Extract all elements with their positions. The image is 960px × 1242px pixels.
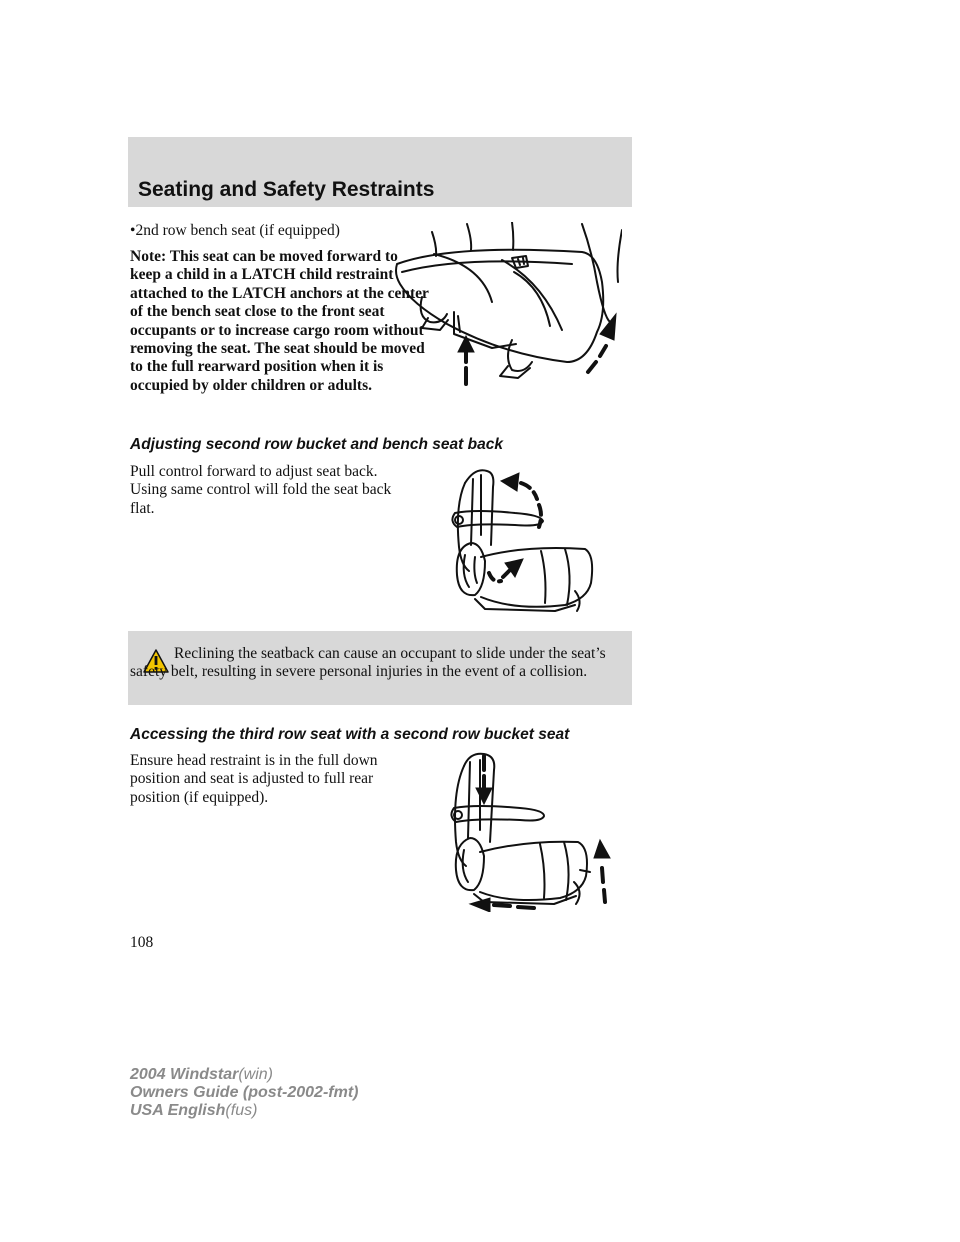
footer-line-3 xyxy=(130,1102,358,1120)
bucket-seat-access-illustration xyxy=(440,752,615,912)
footer-language: USA English xyxy=(130,1102,226,1119)
section1-body: Pull control forward to adjust seat back. Using same control will fold the seat back flat. xyxy=(130,463,392,517)
bench-seat-illustration xyxy=(392,222,622,387)
footer-line-1 xyxy=(130,1066,358,1084)
section1-heading: Adjusting second row bucket and bench seat back xyxy=(130,436,503,453)
footer-model-code: (win) xyxy=(238,1066,274,1083)
note-paragraph: Note: This seat can be moved forward to keep a child in a LATCH child restraint attached to the LATCH anchors at the center of the bench seat close to the front seat occupants or to increase cargo room without removing the seat. The seat should be moved to the full rearward position when it is occupied by older children or adults. xyxy=(130,248,429,394)
warning-text: Reclining the seatback can cause an occupant to slide under the seat’s safety belt, resulting in severe personal injuries in the event of a collision. xyxy=(130,645,606,681)
section2-body: Ensure head restraint is in the full down position and seat is adjusted to full rear position (if equipped). xyxy=(130,752,378,806)
footer-guide: Owners Guide (post-2002-fmt) xyxy=(130,1084,359,1101)
footer-language-code: (fus) xyxy=(225,1102,258,1119)
bullet-text: 2nd row bench seat (if equipped) xyxy=(135,222,340,239)
page-number: 108 xyxy=(130,934,154,951)
footer-model: 2004 Windstar xyxy=(130,1066,239,1083)
document-footer xyxy=(130,1066,358,1120)
bullet-item xyxy=(130,222,340,240)
footer-line-2 xyxy=(130,1084,358,1102)
section-title: Seating and Safety Restraints xyxy=(138,178,435,201)
section2-heading: Accessing the third row seat with a second row bucket seat xyxy=(130,726,570,743)
bullet-mark: • xyxy=(130,222,136,239)
seatback-recline-illustration xyxy=(445,465,610,615)
